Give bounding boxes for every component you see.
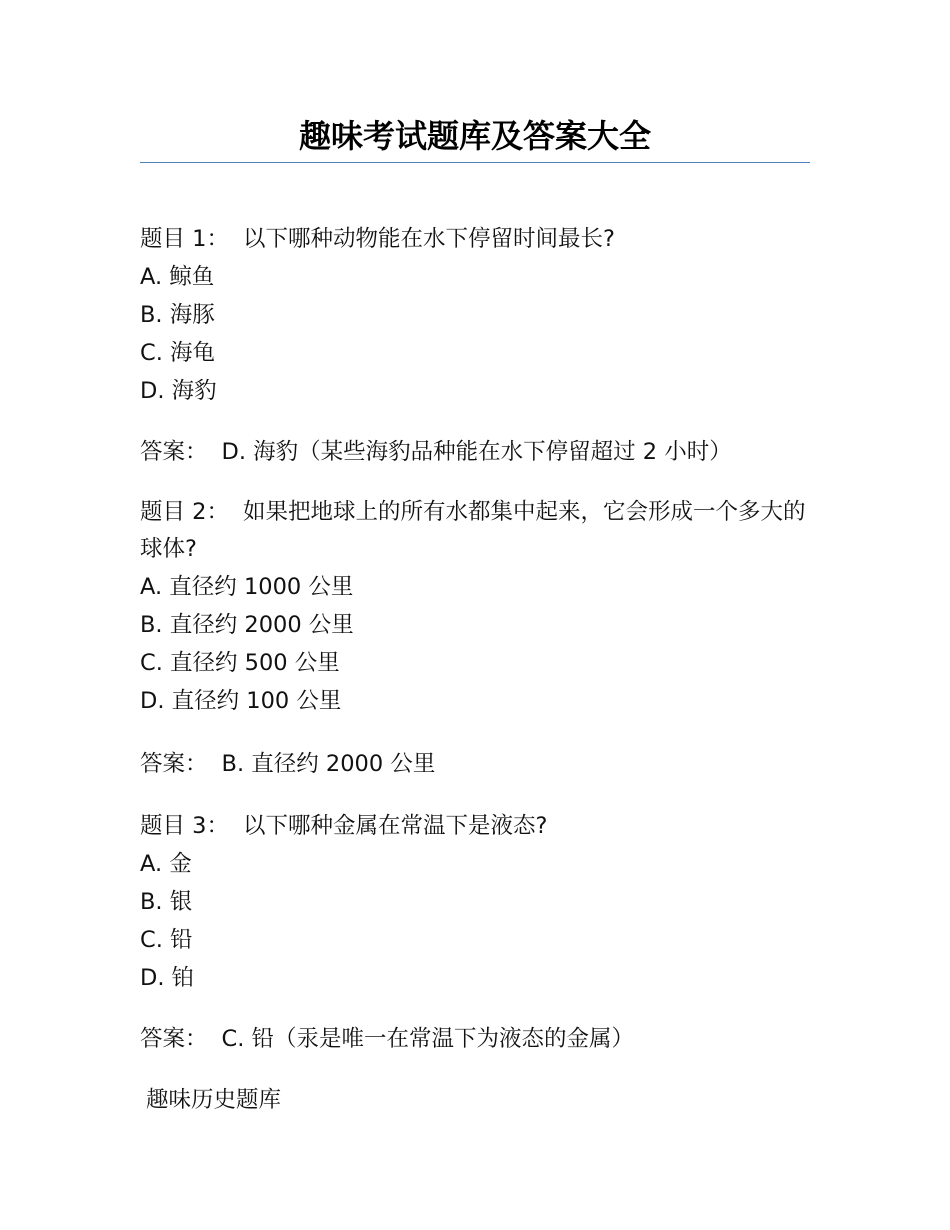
question-3-option-b: B. 银 — [140, 889, 193, 915]
section-heading: 趣味历史题库 — [146, 1087, 282, 1113]
question-2 — [140, 494, 810, 720]
question-1-option-d: D. 海豹 — [140, 378, 217, 404]
answer-text: B. 直径约 2000 公里 — [221, 751, 436, 777]
question-3-label: 题目 3： — [140, 813, 229, 839]
question-1-label: 题目 1： — [140, 226, 229, 252]
question-1-option-b: B. 海豚 — [140, 302, 215, 328]
question-2-text: 如果把地球上的所有水都集中起来，它会形成一个多大的球体? — [140, 499, 806, 562]
question-1-text: 以下哪种动物能在水下停留时间最长? — [242, 226, 615, 252]
question-1-option-c: C. 海龟 — [140, 340, 216, 366]
question-2-option-d: D. 直径约 100 公里 — [140, 688, 342, 714]
question-3-text: 以下哪种金属在常温下是液态? — [242, 813, 548, 839]
question-2-prompt — [140, 494, 810, 568]
question-1 — [140, 220, 810, 410]
page-title: 趣味考试题库及答案大全 — [298, 117, 651, 155]
question-3 — [140, 807, 810, 997]
answer-label: 答案： — [140, 1026, 208, 1052]
question-3-option-c: C. 铅 — [140, 927, 193, 953]
answer-label: 答案： — [140, 439, 208, 465]
answer-label: 答案： — [140, 751, 208, 777]
question-1-prompt — [140, 220, 810, 258]
question-1-answer — [140, 433, 810, 471]
question-3-answer — [140, 1020, 810, 1058]
answer-text: D. 海豹（某些海豹品种能在水下停留超过 2 小时） — [221, 439, 732, 465]
title-underline — [140, 162, 810, 163]
question-2-option-a: A. 直径约 1000 公里 — [140, 574, 354, 600]
question-3-option-d: D. 铂 — [140, 965, 195, 991]
question-3-option-a: A. 金 — [140, 851, 192, 877]
answer-text: C. 铅（汞是唯一在常温下为液态的金属） — [221, 1026, 635, 1052]
question-3-prompt — [140, 807, 810, 845]
question-2-option-b: B. 直径约 2000 公里 — [140, 612, 354, 638]
question-2-option-c: C. 直径约 500 公里 — [140, 650, 340, 676]
question-2-label: 题目 2： — [140, 499, 229, 525]
question-1-option-a: A. 鲸鱼 — [140, 264, 215, 290]
question-2-answer — [140, 745, 810, 783]
